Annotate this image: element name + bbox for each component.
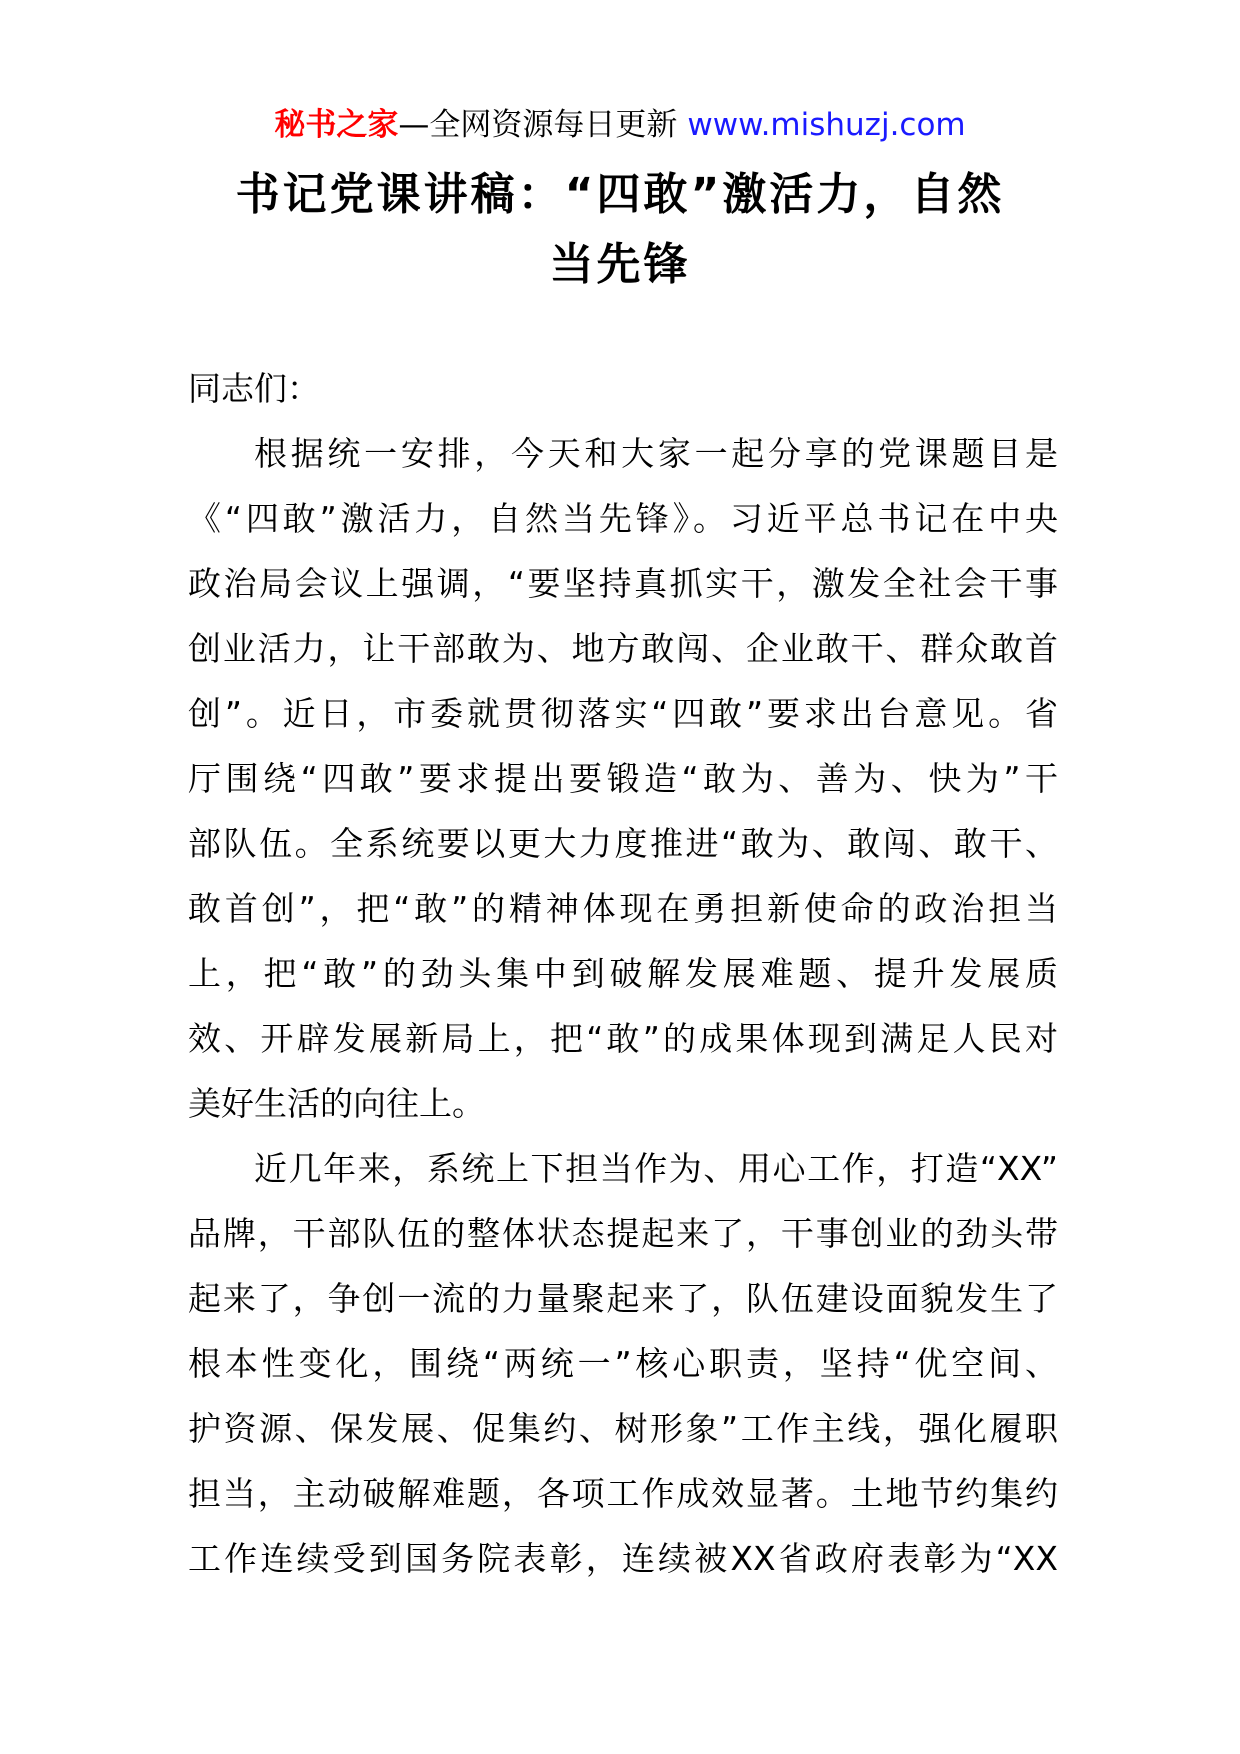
paragraph-1-line: 创”。近日，市委就贯彻落实“四敢”要求出台意见。省 — [188, 694, 1058, 733]
paragraph-1-line: 效、开辟发展新局上，把“敢”的成果体现到满足人民对 — [188, 1019, 1058, 1058]
brand-name: 秘书之家 — [274, 107, 399, 143]
paragraph-2-line: 担当，主动破解难题，各项工作成效显著。土地节约集约 — [188, 1474, 1058, 1513]
salutation: 同志们： — [188, 369, 320, 408]
paragraph-2-line: 近几年来，系统上下担当作为、用心工作，打造“XX” — [254, 1149, 1058, 1188]
paragraph-1-line: 根据统一安排，今天和大家一起分享的党课题目是 — [254, 434, 1058, 473]
title-line-2: 当先锋 — [549, 239, 691, 290]
site-url-link[interactable]: www.mishuzj.com — [687, 107, 966, 143]
paragraph-1-line: 上，把“敢”的劲头集中到破解发展难题、提升发展质 — [188, 954, 1058, 993]
header-tagline: —全网资源每日更新 — [398, 107, 678, 143]
paragraph-1-line: 美好生活的向往上。 — [188, 1084, 485, 1123]
paragraph-1-line: 敢首创”，把“敢”的精神体现在勇担新使命的政治担当 — [188, 889, 1058, 928]
paragraph-2-line: 工作连续受到国务院表彰，连续被XX省政府表彰为“XX — [188, 1539, 1058, 1578]
paragraph-1-line: 政治局会议上强调，“要坚持真抓实干，激发全社会干事 — [188, 564, 1058, 603]
paragraph-2-line: 护资源、保发展、促集约、树形象”工作主线，强化履职 — [188, 1409, 1058, 1448]
paragraph-2-line: 根本性变化，围绕“两统一”核心职责，坚持“优空间、 — [188, 1344, 1058, 1383]
paragraph-1-line: 创业活力，让干部敢为、地方敢闯、企业敢干、群众敢首 — [188, 629, 1058, 668]
document-title — [180, 160, 1060, 300]
title-line-1: 书记党课讲稿：“四敢”激活力，自然 — [235, 169, 1005, 220]
document-body — [188, 356, 1058, 1591]
paragraph-1 — [188, 421, 1058, 1136]
paragraph-2 — [188, 1136, 1058, 1591]
paragraph-1-line: 部队伍。全系统要以更大力度推进“敢为、敢闯、敢干、 — [188, 824, 1058, 863]
paragraph-2-line: 起来了，争创一流的力量聚起来了，队伍建设面貌发生了 — [188, 1279, 1058, 1318]
site-header — [0, 98, 1240, 152]
paragraph-2-line: 品牌，干部队伍的整体状态提起来了，干事创业的劲头带 — [188, 1214, 1058, 1253]
paragraph-1-line: 厅围绕“四敢”要求提出要锻造“敢为、善为、快为”干 — [188, 759, 1058, 798]
paragraph-1-line: 《“四敢”激活力，自然当先锋》。习近平总书记在中央 — [188, 499, 1058, 538]
